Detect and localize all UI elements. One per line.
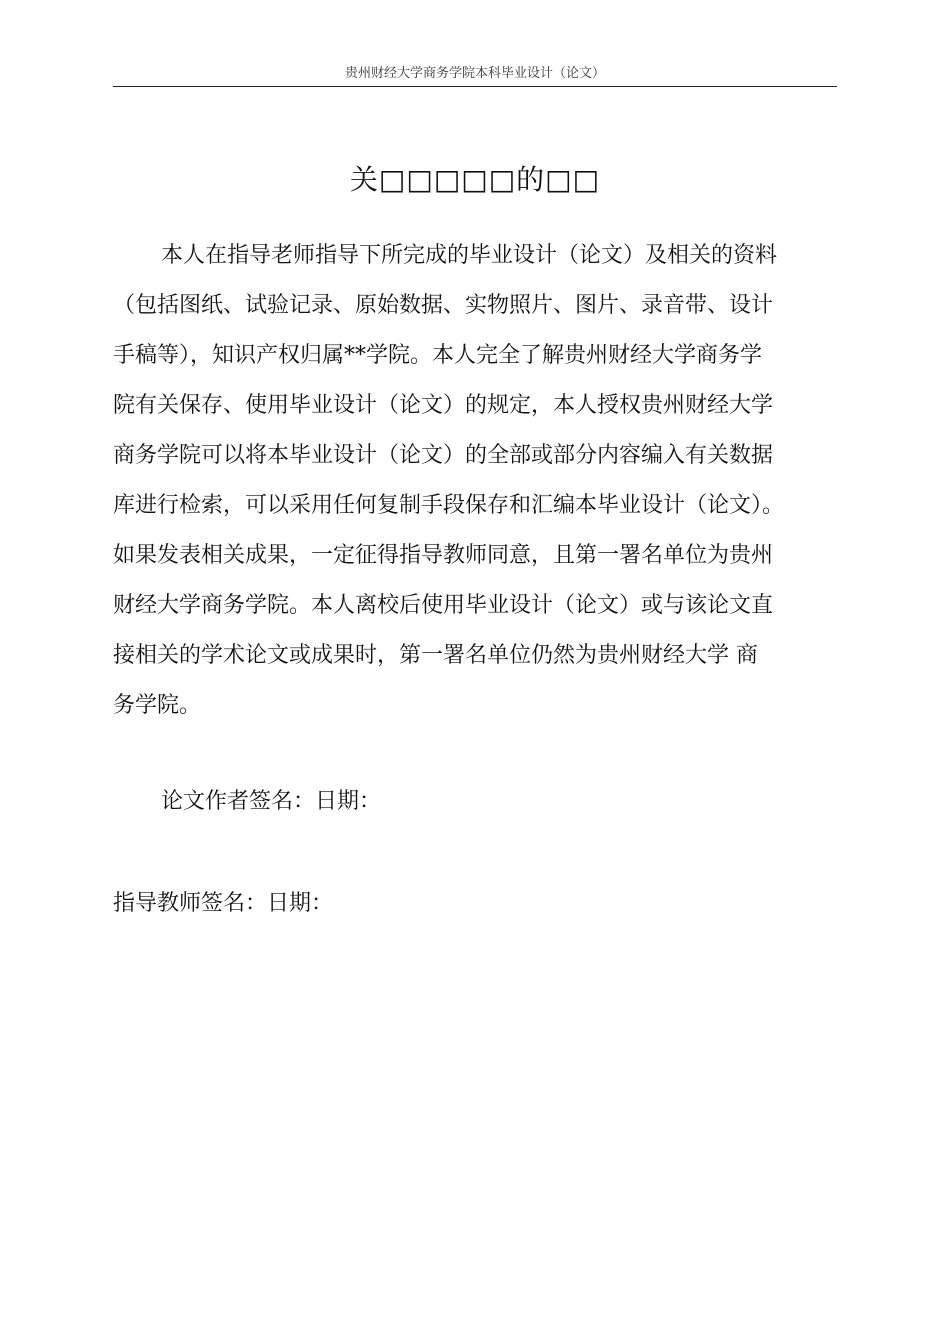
body-line: （包括图纸、试验记录、原始数据、实物照片、图片、录音带、设计: [113, 293, 774, 318]
declaration-body: [113, 231, 845, 731]
body-line: 商务学院可以将本毕业设计（论文）的全部或部分内容编入有关数据: [113, 443, 774, 468]
body-line: 库进行检索，可以采用任何复制手段保存和汇编本毕业设计（论文）。: [113, 493, 785, 518]
body-line: 本人在指导老师指导下所完成的毕业设计（论文）及相关的资料: [161, 243, 778, 268]
body-line: 如果发表相关成果，一定征得指导教师同意，且第一署名单位为贵州: [113, 543, 774, 568]
body-line: 接相关的学术论文或成果时，第一署名单位仍然为贵州财经大学 商: [113, 643, 758, 668]
page-header: [113, 62, 837, 87]
page-header-text: 贵州财经大学商务学院本科毕业设计（论文）: [344, 66, 605, 81]
body-line: 院有关保存、使用毕业设计（论文）的规定，本人授权贵州财经大学: [113, 393, 774, 418]
advisor-signature-line: 指导教师签名：日期：: [113, 891, 334, 916]
body-line: 务学院。: [113, 693, 202, 718]
body-line: 财经大学商务学院。本人离校后使用毕业设计（论文）或与该论文直: [113, 593, 774, 618]
page-title: 关□□□□□的□□: [349, 163, 601, 196]
body-line: 手稿等），知识产权归属**学院。本人完全了解贵州财经大学商务学: [113, 343, 763, 368]
author-signature-line: 论文作者签名：日期：: [161, 789, 382, 814]
